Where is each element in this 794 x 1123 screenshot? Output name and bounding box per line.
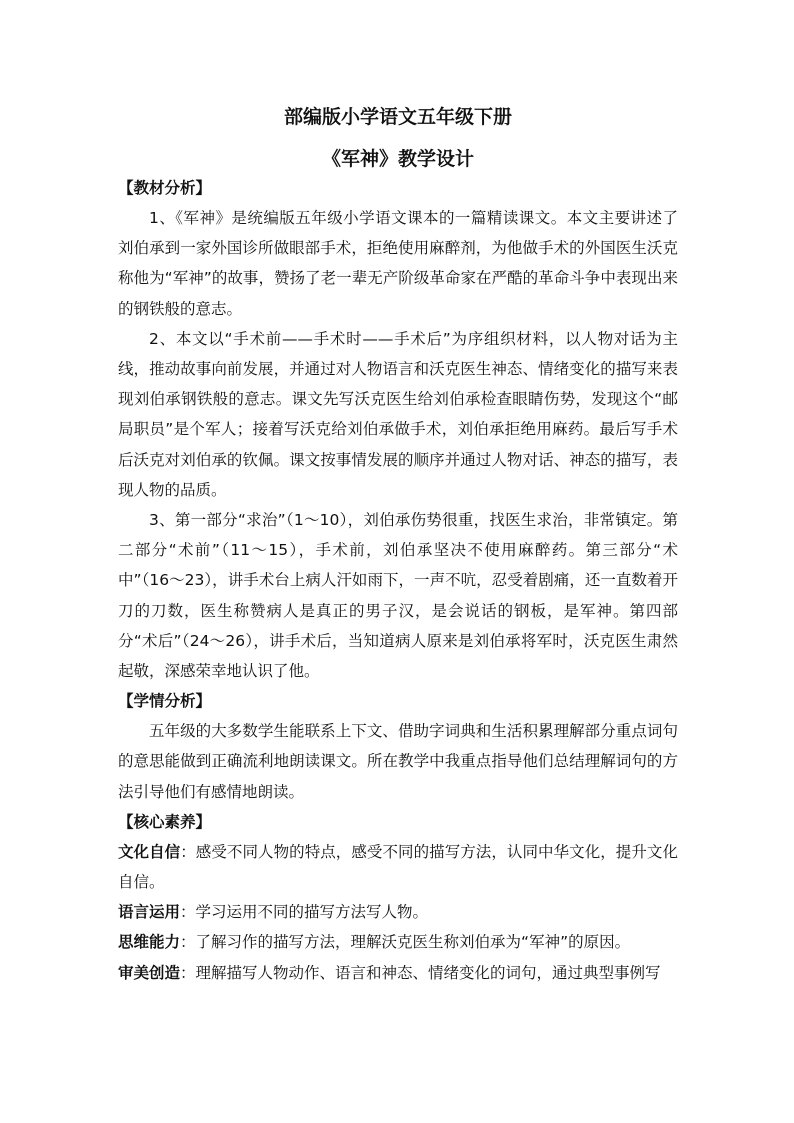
literacy-text: 了解习作的描写方法，理解沃克医生称刘伯承为“军神”的原因。: [195, 933, 631, 952]
literacy-label: 文化自信: [118, 842, 181, 861]
literacy-separator: ：: [180, 963, 196, 982]
literacy-separator: ：: [180, 842, 196, 861]
literacy-item-culture: [118, 837, 678, 897]
literacy-text: 学习运用不同的描写方法写人物。: [195, 903, 429, 922]
literacy-text: 理解描写人物动作、语言和神态、情绪变化的词句，通过典型事例写: [195, 963, 661, 982]
textbook-paragraph-2: 2、本文以“手术前——手术时——手术后”为序组织材料，以人物对话为主线，推动故事向前发展，并通过对人物语言和沃克医生神态、情绪变化的描写来表现刘伯承钢铁般的意志。课文先写沃克医生给刘伯承检查眼睛伤势，发现这个“邮局职员”是个军人；接着写沃克给刘伯承做手术，刘伯承拒绝用麻药。最后写手术后沃克对刘伯承的钦佩。课文按事情发展的顺序并通过人物对话、神态的描写，表现人物的品质。: [118, 329, 678, 499]
literacy-text: 感受不同人物的特点，感受不同的描写方法，认同中华文化，提升文化自信。: [118, 842, 678, 892]
literacy-separator: ：: [180, 903, 196, 922]
students-paragraph-1: 五年级的大多数学生能联系上下文、借助字词典和生活积累理解部分重点词句的意思能做到正确流利地朗读课文。所在教学中我重点指导他们总结理解词句的方法引导他们有感情地朗读。: [118, 722, 678, 801]
textbook-paragraph-1: 1、《军神》是统编版五年级小学语文课本的一篇精读课文。本文主要讲述了刘伯承到一家外国诊所做眼部手术，拒绝使用麻醉剂，为他做手术的外国医生沃克称他为“军神”的故事，赞扬了老一辈无产阶级革命家在严酷的革命斗争中表现出来的钢铁般的意志。: [118, 209, 678, 318]
document-subtitle: 《军神》教学设计: [321, 148, 474, 170]
section-heading-students: 【学情分析】: [118, 692, 212, 711]
literacy-label: 审美创造: [118, 963, 181, 982]
literacy-label: 语言运用: [118, 903, 181, 922]
textbook-paragraph-3: 3、第一部分“求治”（1～10），刘伯承伤势很重，找医生求治，非常镇定。第二部分“术前”（11～15），手术前，刘伯承坚决不使用麻醉药。第三部分“术中”（16～23），讲手术台上病人汗如雨下，一声不吭，忍受着剧痛，还一直数着开刀的刀数，医生称赞病人是真正的男子汉，是会说话的钢板，是军神。第四部分“术后”（24～26），讲手术后，当知道病人原来是刘伯承将军时，沃克医生肃然起敬，深感荣幸地认识了他。: [118, 511, 678, 681]
document-body: [118, 100, 678, 988]
document-title: 部编版小学语文五年级下册: [283, 106, 512, 128]
literacy-separator: ：: [180, 933, 196, 952]
literacy-item-thinking: [118, 927, 678, 957]
literacy-item-language: [118, 897, 678, 927]
literacy-item-aesthetic: [118, 958, 678, 988]
literacy-label: 思维能力: [118, 933, 181, 952]
section-heading-literacy: 【核心素养】: [118, 812, 212, 831]
section-heading-textbook: 【教材分析】: [118, 179, 212, 197]
